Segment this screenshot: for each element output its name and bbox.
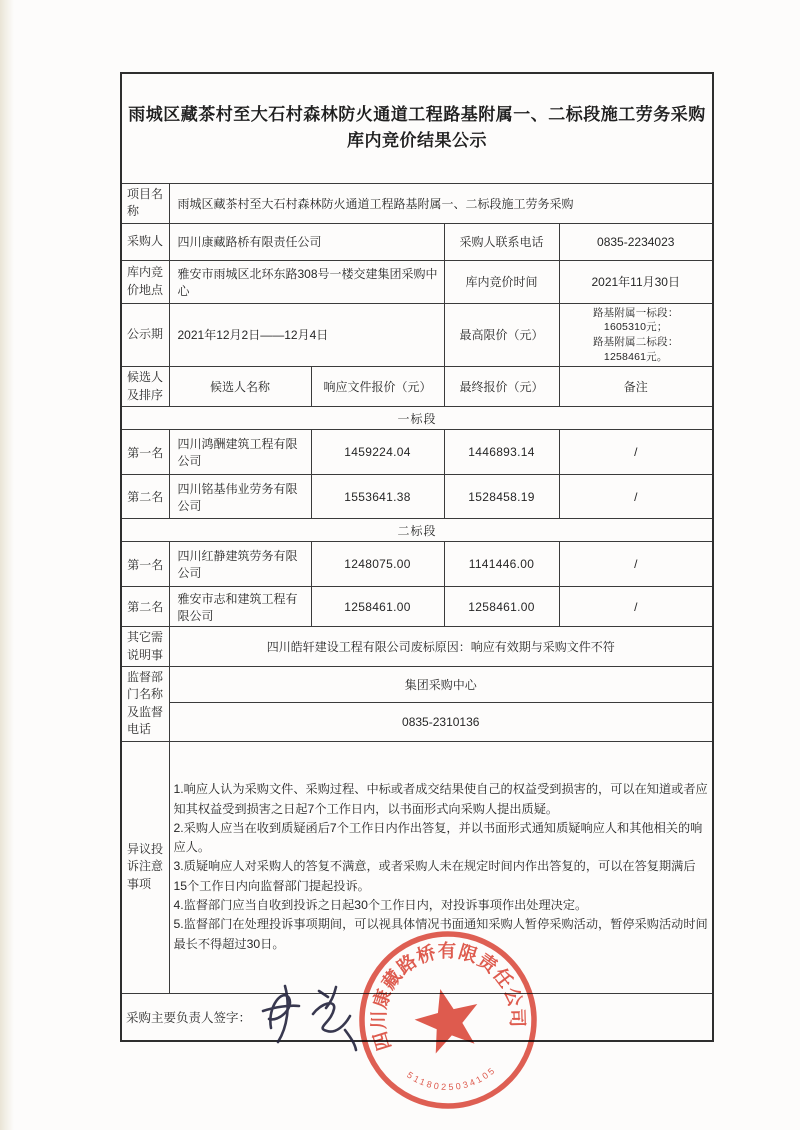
section-1-band: 一标段 [121, 407, 713, 430]
notice-text [169, 741, 713, 993]
doc-price-cell: 1258461.00 [311, 587, 444, 627]
candidate-name-cell: 四川红静建筑劳务有限公司 [169, 542, 311, 587]
bid-venue-value: 雅安市雨城区北环东路308号一楼交建集团采购中心 [169, 260, 444, 303]
svg-text:5118025034105 [404, 1049, 501, 1103]
title-line-2: 库内竞价结果公示 [347, 131, 487, 151]
publicity-period-value: 2021年12月2日——12月4日 [169, 303, 444, 367]
column-header-doc-price: 响应文件报价（元） [311, 367, 444, 407]
max-price-value [559, 303, 713, 367]
notice-label: 异议投诉注意事项 [121, 741, 169, 993]
max-price-label: 最高限价（元） [444, 303, 559, 367]
title-line-1: 雨城区藏茶村至大石村森林防火通道工程路基附属一、二标段施工劳务采购 [128, 104, 706, 124]
column-header-rank: 候选人及排序 [121, 367, 169, 407]
notice-item: 5.监督部门在处理投诉事项期间，可以视具体情况书面通知采购人暂停采购活动，暂停采购活动时间最长不得超过30日。 [173, 917, 708, 951]
bid-time-value: 2021年11月30日 [559, 260, 713, 303]
notice-item: 3.质疑响应人对采购人的答复不满意，或者采购人未在规定时间内作出答复的，可以在答复期满后15个工作日内向监督部门提起投诉。 [173, 859, 696, 893]
max-price-line: 1605310元； [603, 321, 668, 334]
table-row [121, 542, 713, 587]
table-row [121, 430, 713, 475]
project-name-value: 雨城区藏茶村至大石村森林防火通道工程路基附属一、二标段施工劳务采购 [169, 183, 713, 223]
signature-row [121, 993, 713, 1041]
doc-price-cell: 1553641.38 [311, 475, 444, 519]
note-cell: / [559, 587, 713, 627]
notice-item: 4.监督部门应当自收到投诉之日起30个工作日内，对投诉事项作出处理决定。 [173, 897, 588, 912]
rank-cell: 第二名 [121, 475, 169, 519]
publicity-period-label: 公示期 [121, 303, 169, 367]
document-title [121, 73, 713, 183]
purchaser-phone-value: 0835-2234023 [559, 223, 713, 260]
supervision-phone: 0835-2310136 [169, 702, 713, 741]
final-price-cell: 1528458.19 [444, 475, 559, 519]
purchaser-phone-label: 采购人联系电话 [444, 223, 559, 260]
rank-cell: 第一名 [121, 430, 169, 475]
signature-label: 采购主要负责人签字： [126, 1010, 252, 1025]
column-header-note: 备注 [559, 367, 713, 407]
candidate-name-cell: 四川鸿酬建筑工程有限公司 [169, 430, 311, 475]
rank-cell: 第一名 [121, 542, 169, 587]
doc-price-cell: 1248075.00 [311, 542, 444, 587]
table-row [121, 587, 713, 627]
section-2-band: 二标段 [121, 519, 713, 542]
notice-item: 2.采购人应当在收到质疑函后7个工作日内作出答复，并以书面形式通知质疑响应人和其他相关的响应人。 [173, 820, 703, 855]
document-table [120, 72, 714, 1042]
purchaser-value: 四川康藏路桥有限责任公司 [169, 223, 444, 260]
other-notes-label: 其它需说明事 [121, 627, 169, 667]
bid-time-label: 库内竞价时间 [444, 260, 559, 303]
rank-cell: 第二名 [121, 587, 169, 627]
table-row [121, 475, 713, 519]
supervision-department: 集团采购中心 [169, 667, 713, 703]
notice-item: 1.响应人认为采购文件、采购过程、中标或者成交结果使自己的权益受到损害的，可以在知道或者应知其权益受到损害之日起7个工作日内，以书面形式向采购人提出质疑。 [173, 782, 708, 816]
note-cell: / [559, 542, 713, 587]
final-price-cell: 1446893.14 [444, 430, 559, 475]
max-price-line: 路基附属一标段： [592, 306, 679, 319]
final-price-cell: 1141446.00 [444, 542, 559, 587]
final-price-cell: 1258461.00 [444, 587, 559, 627]
note-cell: / [559, 475, 713, 519]
supervision-label: 监督部门名称及监督电话 [121, 667, 169, 742]
column-header-final-price: 最终报价（元） [444, 367, 559, 407]
seal-company-text: 四川康藏路桥有限责任公司 [367, 940, 529, 1054]
max-price-line: 路基附属二标段： [592, 335, 679, 348]
candidate-name-cell: 雅安市志和建筑工程有限公司 [169, 587, 311, 627]
seal-code-text: 5118025034105 [405, 1064, 499, 1093]
other-notes-value: 四川皓轩建设工程有限公司废标原因：响应有效期与采购文件不符 [169, 627, 713, 667]
project-name-label: 项目名称 [121, 183, 169, 223]
purchaser-label: 采购人 [121, 223, 169, 260]
bid-venue-label: 库内竞价地点 [121, 260, 169, 303]
doc-price-cell: 1459224.04 [311, 430, 444, 475]
column-header-name: 候选人名称 [169, 367, 311, 407]
candidate-name-cell: 四川铭基伟业劳务有限公司 [169, 475, 311, 519]
max-price-line: 1258461元。 [603, 350, 668, 363]
note-cell: / [559, 430, 713, 475]
